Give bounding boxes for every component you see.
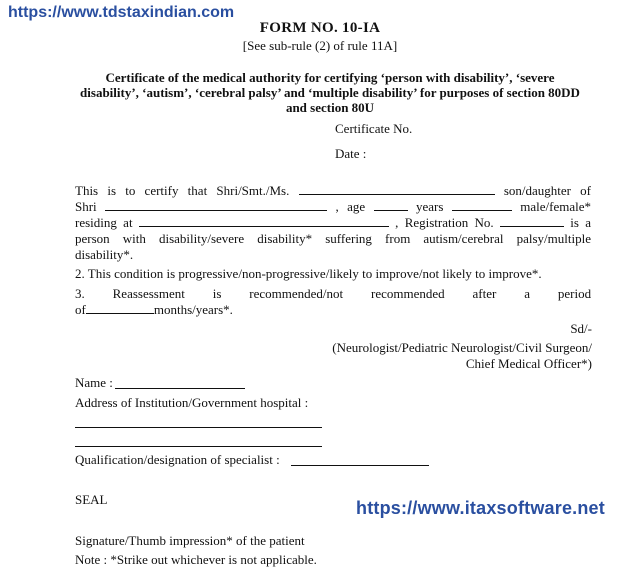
- blank-father-name[interactable]: [105, 199, 327, 211]
- authority-line-2: Chief Medical Officer*): [465, 356, 592, 371]
- name-field[interactable]: [115, 388, 245, 389]
- authority-line-1: (Neurologist/Pediatric Neurologist/Civil Surgeon/: [332, 340, 592, 355]
- sd-label: Sd/-: [570, 321, 592, 336]
- note: Note : *Strike out whichever is not applicable.: [75, 552, 317, 567]
- patient-signature-label: Signature/Thumb impression* of the patient: [75, 533, 305, 548]
- paragraph-3-line-1: [75, 286, 591, 302]
- text: Shri: [75, 199, 97, 214]
- text: , age: [335, 199, 366, 214]
- text: is a: [570, 215, 592, 230]
- paragraph-3-line-2: [75, 302, 233, 318]
- body-line-2: [75, 199, 591, 215]
- form-subtitle: [See sub-rule (2) of rule 11A]: [242, 38, 398, 53]
- blank-address[interactable]: [139, 215, 389, 227]
- seal-label: SEAL: [75, 492, 108, 507]
- body-line-5: disability*.: [75, 247, 134, 262]
- date-label: Date :: [335, 146, 367, 161]
- address-field-line-1[interactable]: [75, 427, 322, 428]
- form-title: FORM NO. 10-IA: [259, 20, 381, 36]
- blank-registration-no[interactable]: [500, 215, 564, 227]
- blank-person-name[interactable]: [299, 183, 495, 195]
- text: is: [212, 286, 222, 301]
- text: recommended: [371, 286, 445, 301]
- address-label: Address of Institution/Government hospital :: [75, 395, 309, 410]
- text: son/daughter of: [503, 183, 592, 198]
- blank-years[interactable]: [452, 199, 512, 211]
- text: residing at: [75, 215, 133, 230]
- text: This is to certify that Shri/Smt./Ms.: [75, 183, 290, 198]
- text: years: [416, 199, 444, 214]
- text: period: [557, 286, 592, 301]
- text: 3.: [75, 286, 85, 301]
- text: months/years*.: [153, 302, 233, 317]
- body-line-4: person with disability/severe disability* suffering from autism/cerebral palsy/multiple: [75, 231, 591, 246]
- watermark-bottom: https://www.itaxsoftware.net: [356, 498, 605, 518]
- text: male/female*: [520, 199, 591, 214]
- blank-age[interactable]: [374, 199, 408, 211]
- text: of: [75, 302, 86, 317]
- body-line-1: [75, 183, 591, 199]
- paragraph-2: 2. This condition is progressive/non-progressive/likely to improve/not likely to improve*.: [75, 266, 542, 281]
- blank-period[interactable]: [86, 302, 154, 314]
- watermark-top: https://www.tdstaxindian.com: [8, 4, 235, 21]
- address-field-line-2[interactable]: [75, 446, 322, 447]
- name-label: Name :: [75, 375, 113, 390]
- text: a: [524, 286, 530, 301]
- text: Reassessment: [112, 286, 185, 301]
- qualification-field[interactable]: [291, 465, 429, 466]
- body-line-3: [75, 215, 591, 231]
- certificate-no-label: Certificate No.: [335, 121, 413, 136]
- qualification-label: Qualification/designation of specialist :: [75, 452, 280, 467]
- text: , Registration No.: [395, 215, 494, 230]
- text: recommended/not: [249, 286, 344, 301]
- certificate-heading: Certificate of the medical authority for certifying ‘person with disability’, ‘severe disability’, ‘autism’, ‘cerebral palsy’ and ‘multiple disability’ for purposes of section 80DD and section 80U: [80, 70, 580, 115]
- text: after: [472, 286, 497, 301]
